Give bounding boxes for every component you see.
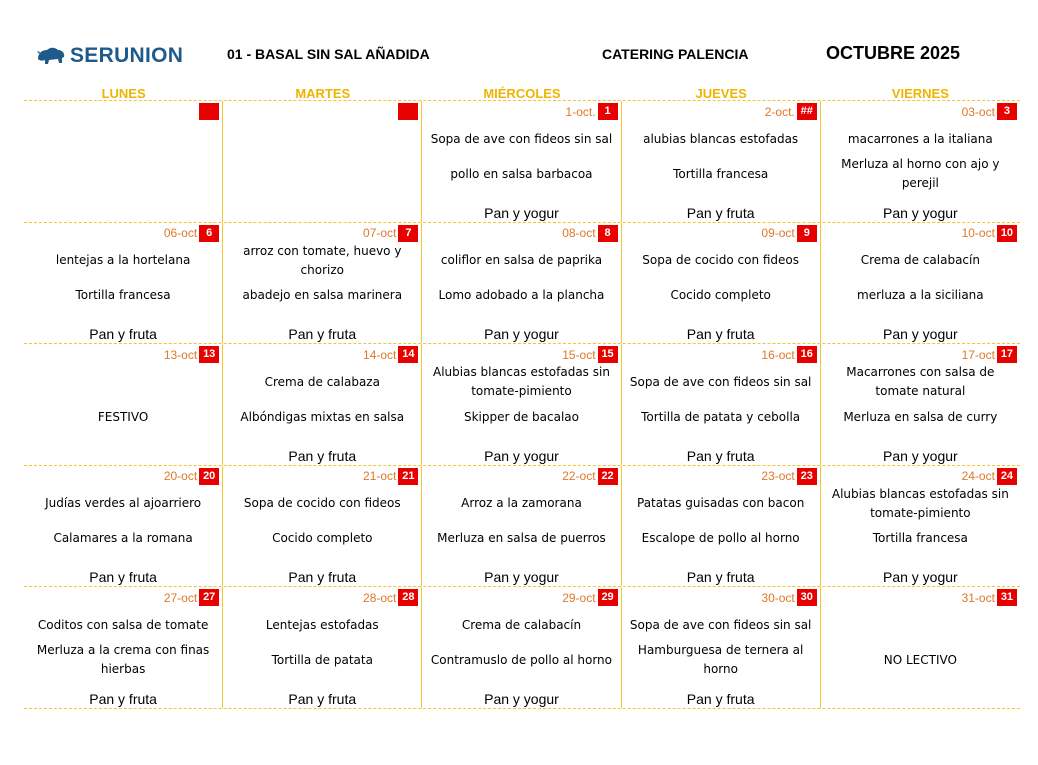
dessert-side: Pan y yogur xyxy=(484,690,559,707)
dessert-side: Pan y fruta xyxy=(288,447,357,464)
second-course: NO LECTIVO xyxy=(883,652,957,667)
week-row xyxy=(24,344,1020,466)
date-number-badge: 24 xyxy=(997,468,1017,485)
weekday-tuesday: MARTES xyxy=(295,86,351,101)
date-label: 28-oct xyxy=(363,590,397,605)
first-course: Crema de calabaza xyxy=(264,374,380,389)
first-course: Alubias blancas estofadas sin tomate-pimiento xyxy=(831,486,1009,520)
weekday-monday: LUNES xyxy=(101,86,146,101)
date-header xyxy=(761,468,816,485)
first-course: lentejas a la hortelana xyxy=(55,253,191,268)
dessert-side: Pan y yogur xyxy=(882,204,958,221)
second-course: FESTIVO xyxy=(97,409,149,424)
date-number-badge: 7 xyxy=(398,225,418,242)
day-cell xyxy=(821,344,1020,465)
date-label: 30-oct xyxy=(761,590,795,605)
date-header xyxy=(962,103,1017,120)
date-header xyxy=(562,225,617,242)
first-course: macarrones a la italiana xyxy=(847,131,993,146)
dessert-side: Pan y fruta xyxy=(686,690,755,707)
logo-text: SERUNION xyxy=(70,44,184,67)
dessert-side: Pan y fruta xyxy=(686,204,755,221)
date-header xyxy=(761,346,816,363)
second-course: Calamares a la romana xyxy=(53,531,193,546)
first-course: Coditos con salsa de tomate xyxy=(37,617,209,632)
date-number-badge: 31 xyxy=(997,589,1017,606)
date-label: 21-oct xyxy=(363,469,397,484)
first-course: coliflor en salsa de paprika xyxy=(440,253,603,268)
date-header xyxy=(164,225,219,242)
date-header xyxy=(765,103,817,120)
date-label: 10-oct xyxy=(961,226,995,241)
date-number-badge: 1 xyxy=(598,103,618,120)
first-course: Crema de calabacín xyxy=(461,617,582,632)
first-course: Patatas guisadas con bacon xyxy=(637,496,805,511)
second-course: Tortilla de patata xyxy=(271,652,373,667)
date-number-badge: 20 xyxy=(199,468,219,485)
date-number-badge: 3 xyxy=(997,103,1017,120)
day-cell xyxy=(422,344,621,465)
catering-name: CATERING PALENCIA xyxy=(602,46,749,62)
weekday-thursday: JUEVES xyxy=(695,86,747,101)
day-cell xyxy=(223,344,422,465)
bison-logo-icon xyxy=(36,45,66,67)
date-number-badge: 14 xyxy=(398,346,418,363)
date-header xyxy=(398,103,418,120)
day-cell xyxy=(622,101,821,222)
dessert-side: Pan y fruta xyxy=(288,326,357,343)
dessert-side: Pan y fruta xyxy=(89,326,157,343)
date-label: 13-oct xyxy=(163,347,198,362)
day-cell xyxy=(422,466,621,587)
date-header xyxy=(363,225,418,242)
date-label: 31-oct xyxy=(961,590,995,605)
first-course: arroz con tomate, huevo y chorizo xyxy=(243,243,402,277)
first-course: Sopa de ave con fideos sin sal xyxy=(430,131,613,146)
second-course: Albóndigas mixtas en salsa xyxy=(240,409,405,424)
menu-calendar xyxy=(24,86,1020,709)
date-label: 20-oct xyxy=(163,469,198,484)
date-number-badge: 6 xyxy=(199,225,219,242)
month-title: OCTUBRE 2025 xyxy=(826,43,961,63)
date-number-badge: 29 xyxy=(598,589,618,606)
day-cell xyxy=(24,587,223,708)
second-course: Cocido completo xyxy=(272,531,373,546)
date-header xyxy=(962,225,1017,242)
second-course: abadejo en salsa marinera xyxy=(242,288,403,303)
date-label: 07-oct xyxy=(363,226,397,241)
date-label: 23-oct xyxy=(761,469,795,484)
date-label: 24-oct xyxy=(961,469,995,484)
day-cell xyxy=(24,344,223,465)
day-cell xyxy=(622,223,821,344)
second-course: Merluza al horno con ajo y perejil xyxy=(841,157,1000,190)
weekday-header-row xyxy=(24,86,1020,101)
date-label: 03-oct xyxy=(961,104,995,119)
second-course: Tortilla francesa xyxy=(673,166,769,181)
day-cell xyxy=(821,466,1020,587)
date-number-badge: 10 xyxy=(997,225,1017,242)
day-cell xyxy=(622,587,821,708)
first-course: Arroz a la zamorana xyxy=(461,496,582,511)
date-number-badge: 17 xyxy=(997,346,1017,363)
day-cell xyxy=(622,466,821,587)
date-number-badge: 9 xyxy=(797,225,817,242)
first-course: Sopa de cocido con fideos xyxy=(642,253,800,268)
second-course: Tortilla francesa xyxy=(872,531,968,546)
date-label: 06-oct xyxy=(163,226,198,241)
date-header xyxy=(363,346,418,363)
date-header xyxy=(562,346,617,363)
date-number-badge: 23 xyxy=(797,468,817,485)
date-number-badge xyxy=(199,103,219,120)
date-header xyxy=(562,468,617,485)
day-cell xyxy=(422,223,621,344)
second-course: Lomo adobado a la plancha xyxy=(438,288,605,303)
dessert-side: Pan y yogur xyxy=(882,326,958,343)
second-course: Tortilla francesa xyxy=(75,288,171,303)
date-number-badge: 27 xyxy=(199,589,219,606)
first-course: Sopa de cocido con fideos xyxy=(243,496,401,511)
date-header xyxy=(164,589,219,606)
second-course: Skipper de bacalao xyxy=(463,409,579,424)
date-label: 08-oct xyxy=(562,226,596,241)
menu-title: 01 - BASAL SIN SAL AÑADIDA xyxy=(227,46,430,62)
date-number-badge xyxy=(398,103,418,120)
date-header xyxy=(164,346,219,363)
dessert-side: Pan y fruta xyxy=(686,447,755,464)
date-header xyxy=(761,225,816,242)
second-course: Cocido completo xyxy=(670,288,771,303)
date-number-badge: 28 xyxy=(398,589,418,606)
week-row xyxy=(24,587,1020,709)
dessert-side: Pan y fruta xyxy=(89,569,157,586)
second-course: Escalope de pollo al horno xyxy=(641,531,800,546)
day-cell xyxy=(24,101,223,222)
weekday-friday: VIERNES xyxy=(891,86,949,101)
second-course: Contramuslo de pollo al horno xyxy=(430,652,612,667)
first-course: Alubias blancas estofadas sin tomate-pimiento xyxy=(433,365,610,399)
day-cell xyxy=(223,587,422,708)
date-label: 17-oct xyxy=(961,347,995,362)
dessert-side: Pan y fruta xyxy=(89,690,157,707)
dessert-side: Pan y fruta xyxy=(288,569,357,586)
day-cell xyxy=(422,587,621,708)
dessert-side: Pan y yogur xyxy=(484,447,559,464)
date-header xyxy=(962,468,1017,485)
dessert-side: Pan y yogur xyxy=(484,204,559,221)
date-header xyxy=(761,589,816,606)
day-cell xyxy=(24,466,223,587)
second-course: Tortilla de patata y cebolla xyxy=(641,409,801,424)
first-course: Lentejas estofadas xyxy=(265,617,379,632)
date-header xyxy=(164,468,219,485)
weekday-wednesday: MIÉRCOLES xyxy=(483,86,561,101)
week-row xyxy=(24,466,1020,588)
date-label: 15-oct xyxy=(562,347,596,362)
date-number-badge: ## xyxy=(797,103,817,120)
day-cell xyxy=(821,223,1020,344)
day-cell xyxy=(422,101,621,222)
second-course: Merluza en salsa de curry xyxy=(843,409,998,424)
date-number-badge: 16 xyxy=(797,346,817,363)
second-course: Hamburguesa de ternera al horno xyxy=(637,643,804,677)
day-cell xyxy=(821,587,1020,708)
date-header xyxy=(199,103,219,120)
calendar-weeks xyxy=(24,101,1020,709)
date-number-badge: 22 xyxy=(598,468,618,485)
date-number-badge: 30 xyxy=(797,589,817,606)
date-header xyxy=(562,589,617,606)
week-row xyxy=(24,223,1020,345)
dessert-side: Pan y fruta xyxy=(288,690,357,707)
date-header xyxy=(566,103,618,120)
second-course: pollo en salsa barbacoa xyxy=(450,166,593,181)
day-cell xyxy=(223,223,422,344)
day-cell xyxy=(821,101,1020,222)
day-cell xyxy=(622,344,821,465)
dessert-side: Pan y fruta xyxy=(686,326,755,343)
date-label: 16-oct xyxy=(761,347,795,362)
dessert-side: Pan y yogur xyxy=(484,569,559,586)
date-label: 27-oct xyxy=(163,590,198,605)
day-cell xyxy=(223,101,422,222)
date-number-badge: 8 xyxy=(598,225,618,242)
page-header xyxy=(36,40,1006,74)
dessert-side: Pan y fruta xyxy=(686,569,755,586)
date-label: 14-oct xyxy=(363,347,397,362)
date-header xyxy=(363,589,418,606)
first-course: Macarrones con salsa de tomate natural xyxy=(846,365,995,399)
dessert-side: Pan y yogur xyxy=(484,326,559,343)
first-course: Sopa de ave con fideos sin sal xyxy=(629,374,812,389)
date-label: 1-oct. xyxy=(565,104,596,119)
date-header xyxy=(962,589,1017,606)
date-number-badge: 15 xyxy=(598,346,618,363)
date-number-badge: 13 xyxy=(199,346,219,363)
first-course: alubias blancas estofadas xyxy=(643,131,799,146)
second-course: merluza a la siciliana xyxy=(857,288,984,303)
date-label: 2-oct. xyxy=(764,104,795,119)
first-course: Sopa de ave con fideos sin sal xyxy=(629,617,812,632)
second-course: Merluza a la crema con finas hierbas xyxy=(36,643,210,677)
first-course: Crema de calabacín xyxy=(860,253,980,268)
week-row xyxy=(24,101,1020,223)
date-label: 29-oct xyxy=(562,590,596,605)
dessert-side: Pan y yogur xyxy=(882,569,958,586)
serunion-logo xyxy=(36,44,183,68)
dessert-side: Pan y yogur xyxy=(882,447,958,464)
date-number-badge: 21 xyxy=(398,468,418,485)
second-course: Merluza en salsa de puerros xyxy=(437,531,606,546)
first-course: Judías verdes al ajoarriero xyxy=(45,496,202,511)
day-cell xyxy=(24,223,223,344)
day-cell xyxy=(223,466,422,587)
date-header xyxy=(363,468,418,485)
date-header xyxy=(962,346,1017,363)
date-label: 09-oct xyxy=(761,226,795,241)
date-label: 22-oct xyxy=(562,469,596,484)
